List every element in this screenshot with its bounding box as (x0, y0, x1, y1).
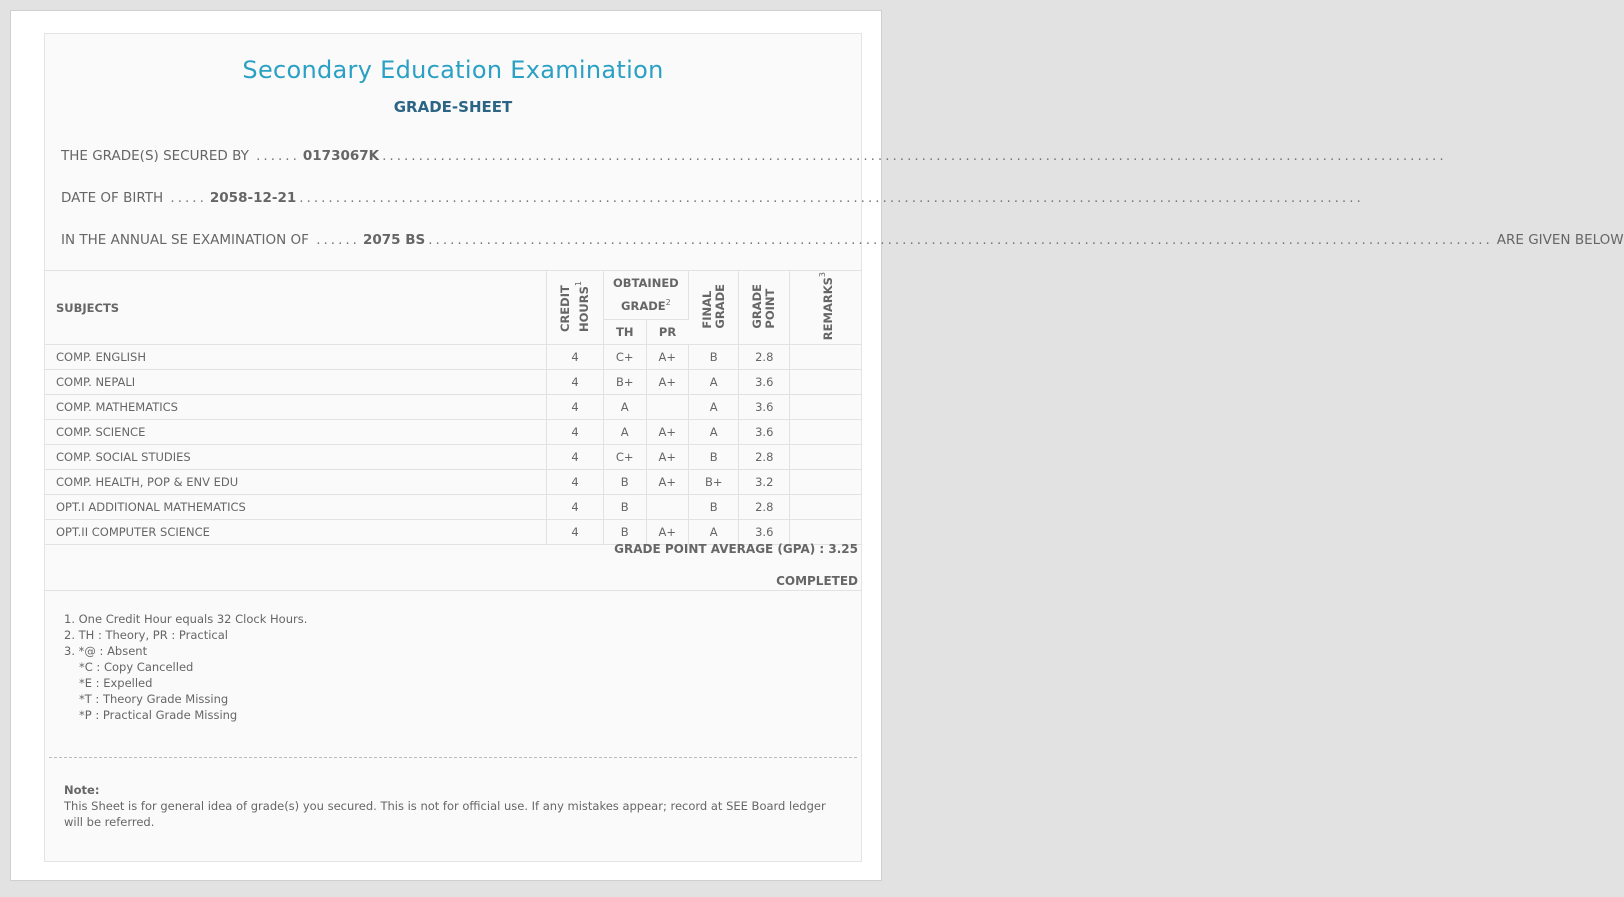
subject-cell: COMP. MATHEMATICS (45, 395, 547, 420)
table-row (45, 495, 861, 520)
footnote-code: *E : Expelled (79, 676, 153, 690)
grade-point-cell: 3.6 (739, 370, 790, 395)
credit-cell: 4 (547, 420, 604, 445)
credit-cell: 4 (547, 345, 604, 370)
grade-point-cell: 2.8 (739, 345, 790, 370)
dot-leader: .................................................................................................................................................. (428, 232, 1493, 248)
footnote-list (64, 611, 307, 723)
footnotes-section (45, 590, 861, 761)
dashed-divider (49, 757, 857, 758)
note-title: Note: (64, 783, 100, 797)
final-grade-cell: B (688, 495, 739, 520)
grade-sheet-heading: GRADE-SHEET (393, 98, 513, 116)
final-grade-cell: A (688, 370, 739, 395)
th-grade-cell: A (603, 420, 646, 445)
final-grade-cell: A (688, 420, 739, 445)
pr-grade-cell (646, 495, 688, 520)
th-grade-cell: C+ (603, 445, 646, 470)
exam-year: 2075 BS (362, 232, 426, 248)
remarks-cell (790, 420, 861, 445)
final-grade-cell: B+ (688, 470, 739, 495)
credit-cell: 4 (547, 370, 604, 395)
footnote-code: *T : Theory Grade Missing (79, 692, 229, 706)
subject-cell: COMP. SOCIAL STUDIES (45, 445, 547, 470)
th-grade-cell: A (603, 395, 646, 420)
subject-cell: COMP. HEALTH, POP & ENV EDU (45, 470, 547, 495)
subject-cell: OPT.II COMPUTER SCIENCE (45, 520, 547, 545)
note-text: This Sheet is for general idea of grade(s) you secured. This is not for official use. If any mistakes appear; record at SEE Board ledger will be referred. (64, 799, 826, 829)
table-row (45, 520, 861, 545)
secured-by-label: THE GRADE(S) SECURED BY (61, 148, 249, 164)
credit-cell: 4 (547, 470, 604, 495)
remarks-cell (790, 495, 861, 520)
footnote-code: *C : Copy Cancelled (79, 660, 194, 674)
remarks-cell (790, 345, 861, 370)
footnote-code: *P : Practical Grade Missing (79, 708, 238, 722)
table-row (45, 420, 861, 445)
grade-point-cell: 3.6 (739, 420, 790, 445)
obtained-grade-header: OBTAINED GRADE$^2$ (603, 271, 688, 320)
gpa-summary: GRADE POINT AVERAGE (GPA) : 3.25 (614, 542, 858, 556)
credit-cell: 4 (547, 395, 604, 420)
final-grade-header: FINAL GRADE (688, 271, 739, 345)
grades-table (45, 270, 861, 545)
final-grade-cell: A (688, 520, 739, 545)
pr-grade-cell: A+ (646, 420, 688, 445)
final-grade-cell: A (688, 395, 739, 420)
pr-grade-cell: A+ (646, 370, 688, 395)
dot-leader: ...... (308, 232, 360, 248)
grade-point-cell: 3.6 (739, 520, 790, 545)
exam-tail: ARE GIVEN BELOW (1496, 232, 1624, 248)
pr-grade-cell: A+ (646, 445, 688, 470)
remarks-header: REMARKS$^3$ (790, 271, 861, 345)
credit-cell: 4 (547, 445, 604, 470)
remarks-cell (790, 395, 861, 420)
grade-point-cell: 2.8 (739, 445, 790, 470)
table-row (45, 470, 861, 495)
page-frame (10, 10, 1624, 881)
table-row (45, 445, 861, 470)
remarks-cell (790, 470, 861, 495)
th-grade-cell: B (603, 495, 646, 520)
th-grade-cell: B (603, 470, 646, 495)
pr-grade-cell (646, 395, 688, 420)
subjects-header: SUBJECTS (45, 271, 547, 345)
dob-value: 2058-12-21 (209, 190, 297, 206)
pr-grade-cell: A+ (646, 470, 688, 495)
credit-cell: 4 (547, 520, 604, 545)
remarks-cell (790, 370, 861, 395)
final-grade-cell: B (688, 345, 739, 370)
result-status: COMPLETED (776, 574, 858, 588)
credit-cell: 4 (547, 495, 604, 520)
th-grade-cell: B+ (603, 370, 646, 395)
grade-sheet (44, 33, 1624, 862)
subject-cell: COMP. ENGLISH (45, 345, 547, 370)
secured-by-line (61, 148, 1447, 164)
table-row (45, 370, 861, 395)
exam-title: Secondary Education Examination (242, 56, 664, 84)
disclaimer-note (64, 782, 844, 830)
grade-point-cell: 3.2 (739, 470, 790, 495)
pr-grade-cell: A+ (646, 520, 688, 545)
grade-point-cell: 3.6 (739, 395, 790, 420)
subject-cell: COMP. NEPALI (45, 370, 547, 395)
dot-leader: .................................................................................................................................................. (382, 148, 1447, 164)
remarks-cell (790, 445, 861, 470)
footnote-item: 1. One Credit Hour equals 32 Clock Hours. (64, 612, 308, 626)
credit-hours-header: CREDIT HOURS$^1$ (547, 271, 604, 345)
th-grade-cell: C+ (603, 345, 646, 370)
symbol-number: 0173067K (302, 148, 380, 164)
dob-line (61, 190, 1364, 206)
footnote-item: 2. TH : Theory, PR : Practical (64, 628, 228, 642)
pr-header: PR (646, 320, 688, 345)
dob-label: DATE OF BIRTH (61, 190, 164, 206)
table-row (45, 345, 861, 370)
final-grade-cell: B (688, 445, 739, 470)
th-grade-cell: B (603, 520, 646, 545)
pr-grade-cell: A+ (646, 345, 688, 370)
grade-point-header: GRADE POINT (739, 271, 790, 345)
footnote-item: 3. *@ : Absent (64, 644, 148, 658)
subject-cell: COMP. SCIENCE (45, 420, 547, 445)
exam-label: IN THE ANNUAL SE EXAMINATION OF (61, 232, 309, 248)
dot-leader: ...... (248, 148, 300, 164)
dot-leader: ..... (163, 190, 207, 206)
grade-point-cell: 2.8 (739, 495, 790, 520)
remarks-cell (790, 520, 861, 545)
dot-leader: .................................................................................................................................................. (299, 190, 1364, 206)
th-header: TH (603, 320, 646, 345)
subject-cell: OPT.I ADDITIONAL MATHEMATICS (45, 495, 547, 520)
table-row (45, 395, 861, 420)
exam-line (61, 232, 1624, 248)
